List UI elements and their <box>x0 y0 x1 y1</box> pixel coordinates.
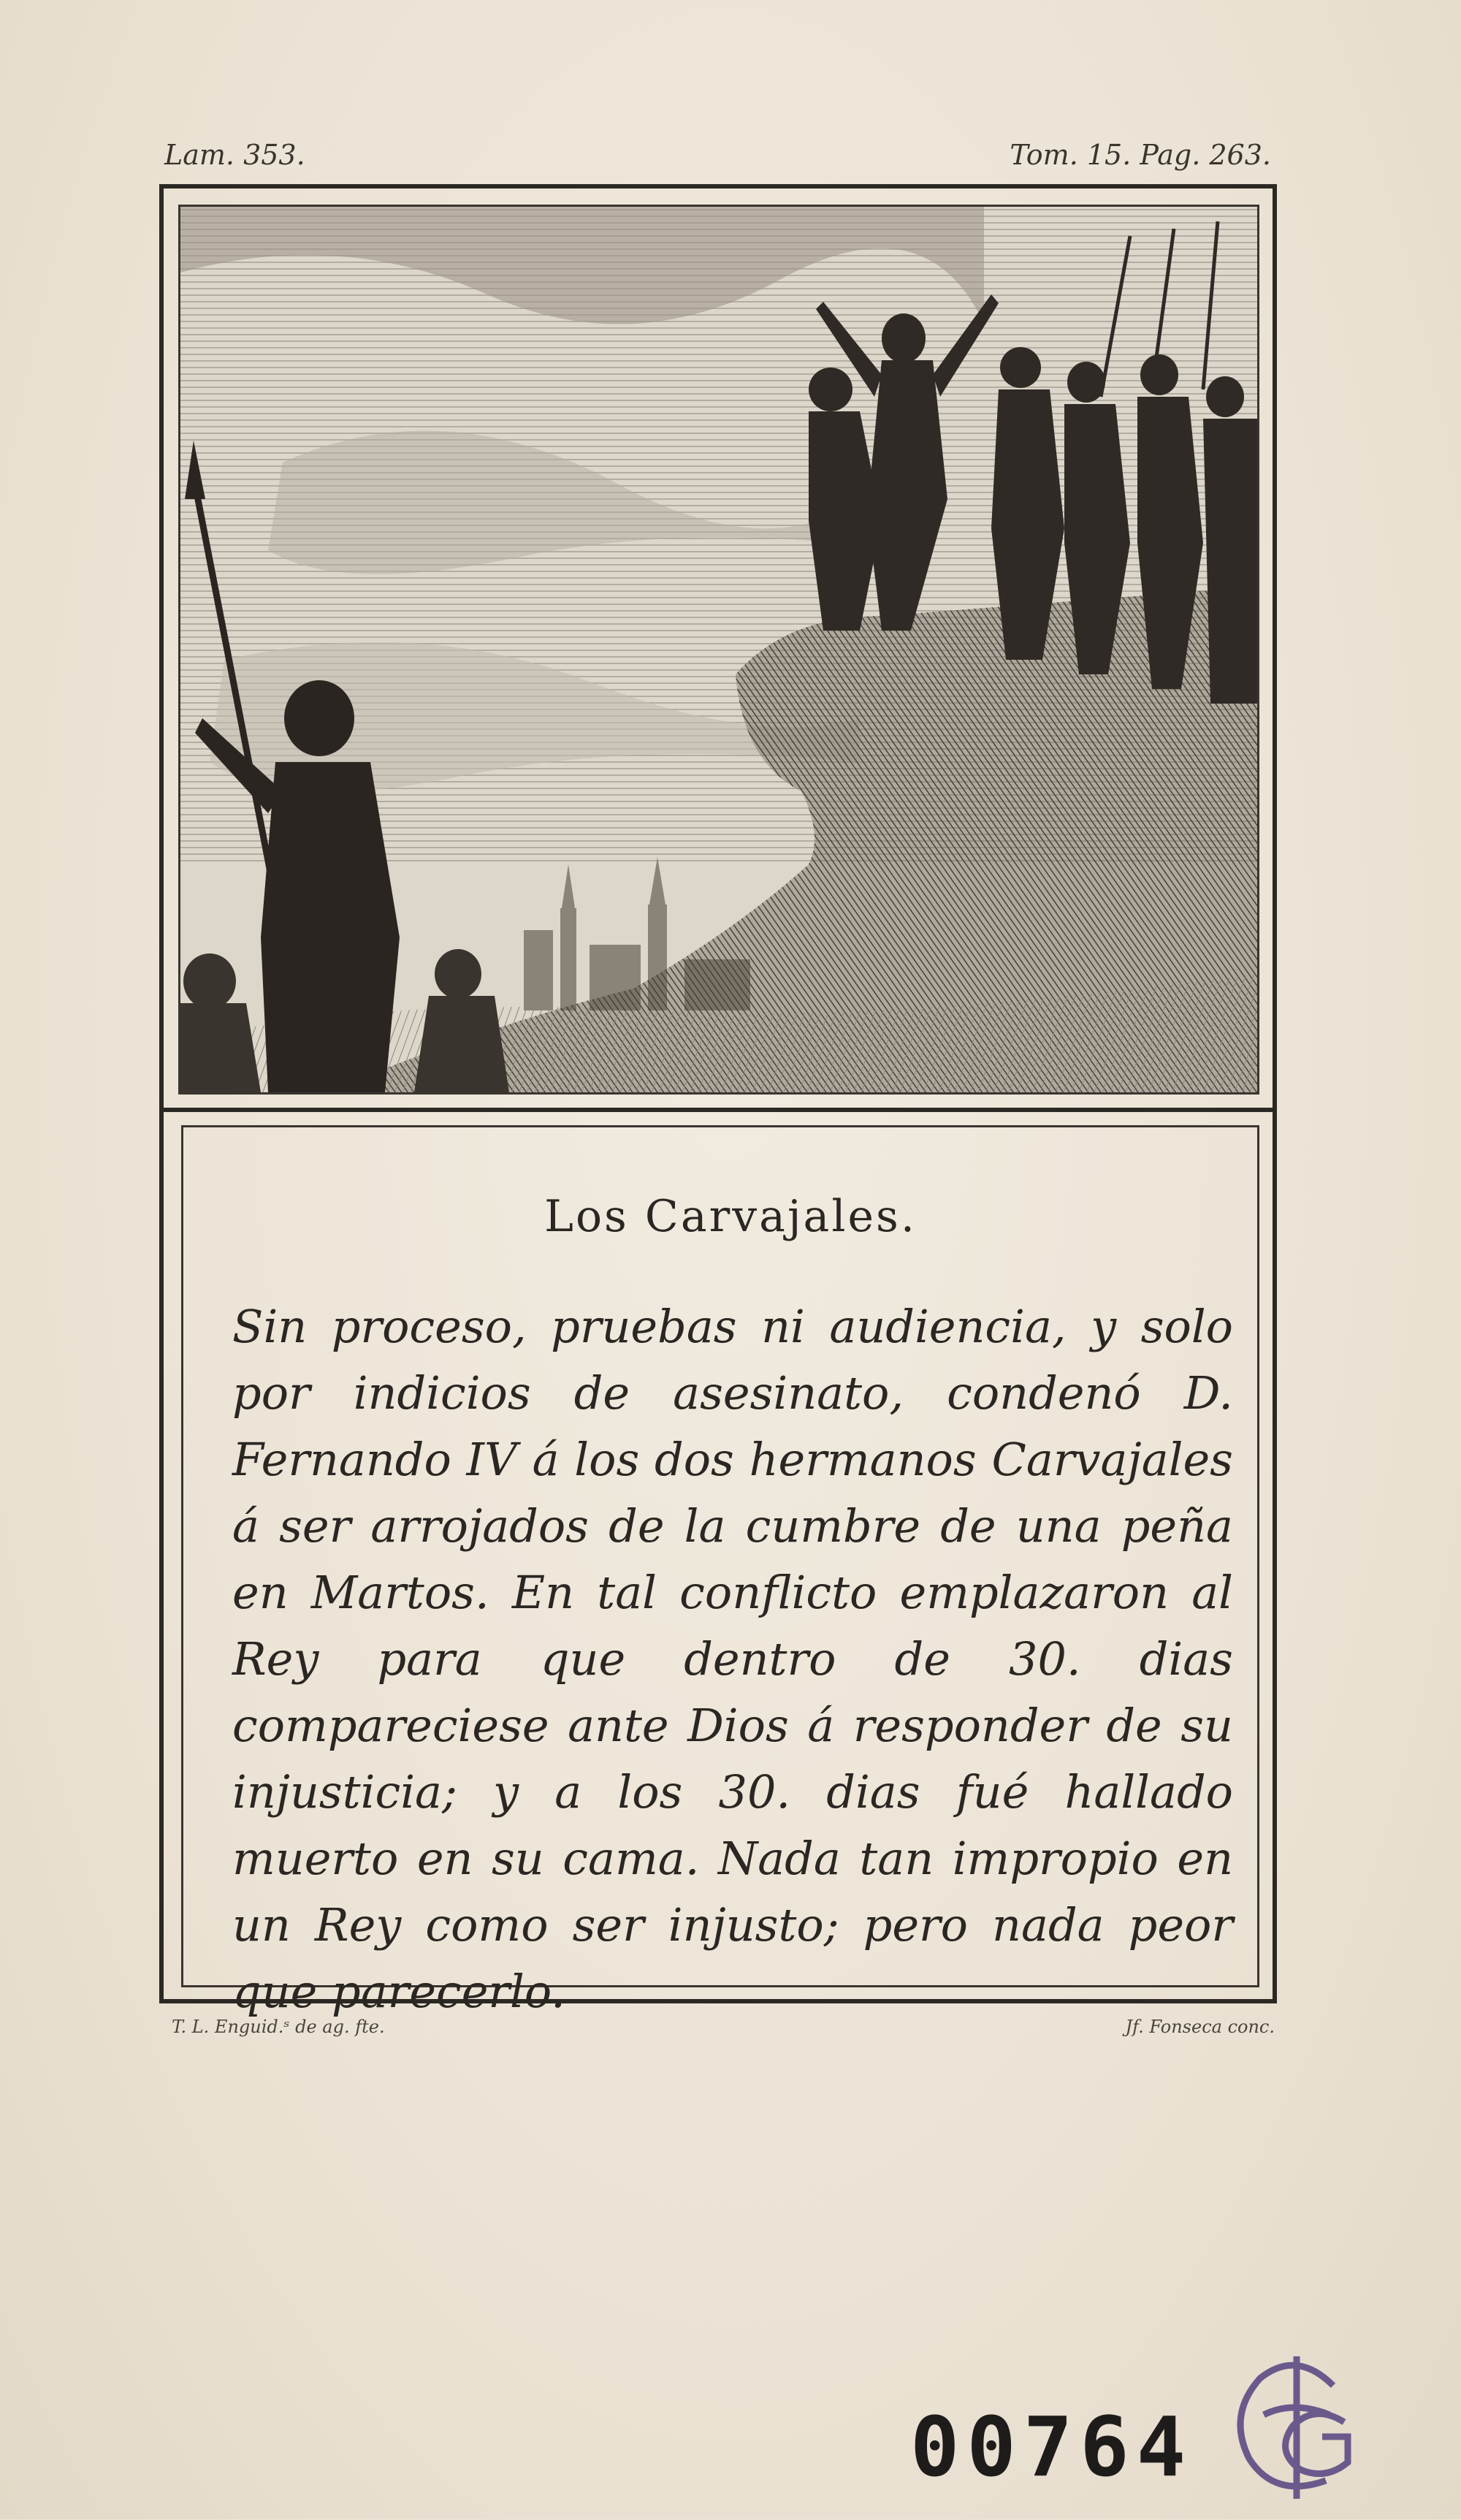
caption-title: Los Carvajales. <box>544 1191 917 1242</box>
engraver-credit: T. L. Enguid.ˢ de ag. fte. <box>172 2017 385 2037</box>
monogram-stamp-icon <box>1205 2334 1388 2517</box>
caption-text: Sin proceso, pruebas ni audiencia, y solo por indicios de asesinato, condenó D. Fernando IV á los dos hermanos Carvajales á ser arrojados de la cumbre de una peña en Martos. En tal conflicto emplazaron al Rey para que dentro de 30. dias compareciese ante Dios á responder de su injusticia; y a los 30. dias fué hallado muerto en su cama. Nada tan impropio en un Rey como ser injusto; pero nada peor que parecerlo. <box>232 1300 1233 2018</box>
volume-page-reference: Tom. 15. Pag. 263. <box>1010 139 1271 171</box>
concluder-credit: Jf. Fonseca conc. <box>1125 2017 1275 2037</box>
inventory-number: 00764 <box>910 2400 1194 2495</box>
engraving-icon <box>180 207 1257 1092</box>
plate-number: Lam. 353. <box>164 139 305 171</box>
engraving-illustration <box>178 205 1259 1095</box>
frame-divider <box>159 1108 1277 1112</box>
collection-stamp <box>1205 2334 1388 2517</box>
